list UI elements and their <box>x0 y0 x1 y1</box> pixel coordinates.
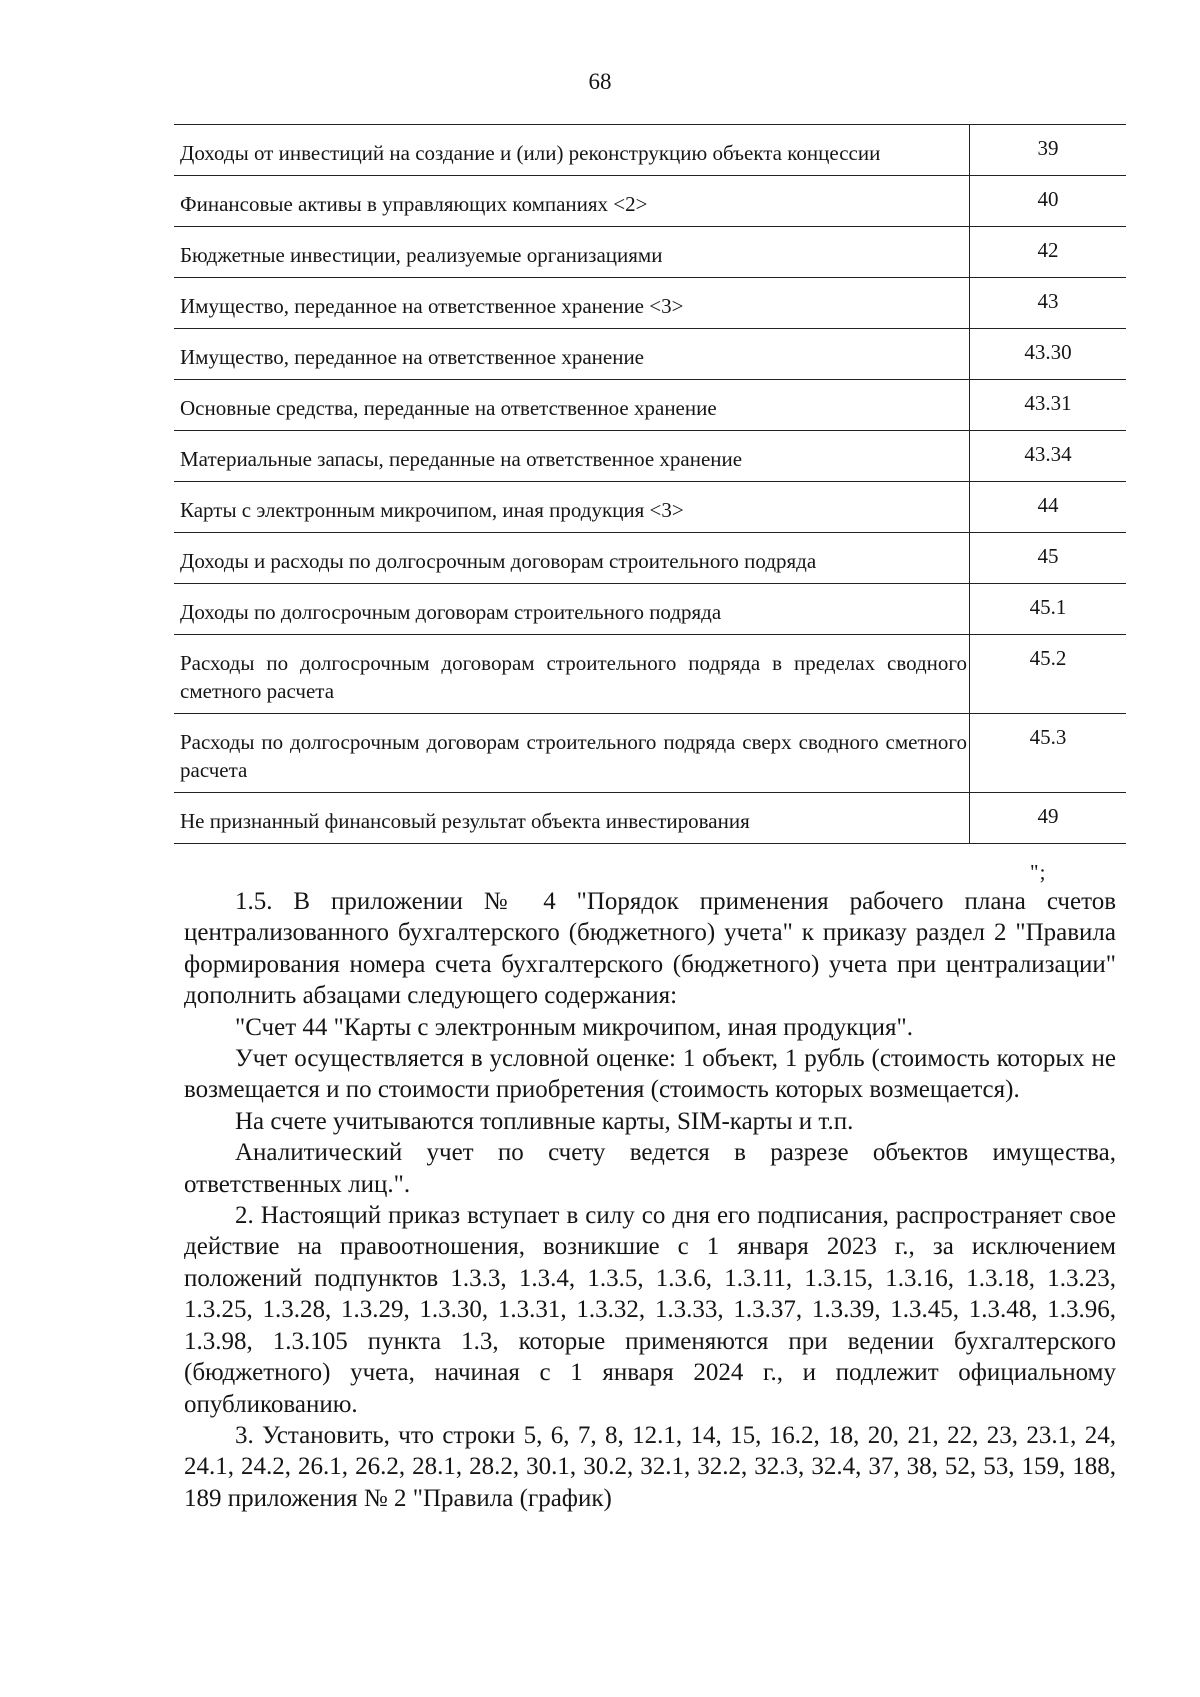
account-name-cell: Финансовые активы в управляющих компаниях <2> <box>174 176 970 226</box>
table-row <box>174 227 1126 278</box>
account-code-cell: 39 <box>1037 136 1059 160</box>
accounts-table <box>174 124 1126 844</box>
paragraph-account-44-title: "Счет 44 "Карты с электронным микрочипом, иная продукция". <box>235 1013 914 1041</box>
account-code-cell: 42 <box>1037 238 1059 262</box>
table-row <box>174 714 1126 793</box>
account-code-cell: 43.31 <box>1024 391 1072 415</box>
account-name-cell: Расходы по долгосрочным договорам строительного подряда сверх сводного сметного расчета <box>174 714 970 792</box>
paragraph-analytics: Аналитический учет по счету ведется в разрезе объектов имущества, ответственных лиц.". <box>184 1139 1116 1198</box>
account-code-cell: 49 <box>1037 804 1059 828</box>
account-name-cell: Имущество, переданное на ответственное хранение <3> <box>174 278 970 328</box>
account-code-cell: 45 <box>1037 544 1059 568</box>
table-row <box>174 329 1126 380</box>
paragraph-1-5: 1.5. В приложении № 4 "Порядок применения рабочего плана счетов централизованного бухгалтерского (бюджетного) учета" к приказу раздел 2 "Правила формирования номера счета бухгалтерского (бюджетного) учета при централизации" дополнить абзацами следующего содержания: <box>184 888 1116 1010</box>
table-row <box>174 125 1126 176</box>
table-row <box>174 380 1126 431</box>
paragraph-3-rows: 3. Установить, что строки 5, 6, 7, 8, 12.1, 14, 15, 16.2, 18, 20, 21, 22, 23, 23.1, 24, 24.1, 24.2, 26.1, 26.2, 28.1, 28.2, 30.1, 30.2, 32.1, 32.2, 32.3, 32.4, 37, 38, 52, 53, 159, 188, 189 приложения № 2 "Правила (график) <box>184 1421 1116 1512</box>
table-row <box>174 482 1126 533</box>
table-row <box>174 533 1126 584</box>
account-name-cell: Доходы от инвестиций на создание и (или) реконструкцию объекта концессии <box>174 125 970 175</box>
page-number: 68 <box>588 69 612 94</box>
account-name-cell: Доходы и расходы по долгосрочным договорам строительного подряда <box>174 533 970 583</box>
table-row <box>174 635 1126 714</box>
table-row <box>174 431 1126 482</box>
table-row <box>174 793 1126 844</box>
account-name-cell: Материальные запасы, переданные на ответственное хранение <box>174 431 970 481</box>
account-code-cell: 44 <box>1037 493 1059 517</box>
account-code-cell: 43 <box>1037 289 1059 313</box>
account-name-cell: Имущество, переданное на ответственное хранение <box>174 329 970 379</box>
paragraph-fuel-cards: На счете учитываются топливные карты, SIM-карты и т.п. <box>235 1107 854 1135</box>
closing-quote-mark: "; <box>1030 860 1047 884</box>
table-row <box>174 176 1126 227</box>
account-code-cell: 43.30 <box>1024 340 1072 364</box>
order-body-text <box>184 886 1116 1514</box>
account-name-cell: Не признанный финансовый результат объекта инвестирования <box>174 793 970 843</box>
table-row <box>174 584 1126 635</box>
account-code-cell: 45.3 <box>1029 725 1067 749</box>
paragraph-valuation: Учет осуществляется в условной оценке: 1 объект, 1 рубль (стоимость которых не возмещается и по стоимости приобретения (стоимость которых возмещается). <box>184 1045 1116 1104</box>
paragraph-2-effective-date: 2. Настоящий приказ вступает в силу со дня его подписания, распространяет свое действие на правоотношения, возникшие с 1 января 2023 г., за исключением положений подпунктов 1.3.3, 1.3.4, 1.3.5, 1.3.6, 1.3.11, 1.3.15, 1.3.16, 1.3.18, 1.3.23, 1.3.25, 1.3.28, 1.3.29, 1.3.30, 1.3.31, 1.3.32, 1.3.33, 1.3.37, 1.3.39, 1.3.45, 1.3.48, 1.3.96, 1.3.98, 1.3.105 пункта 1.3, которые применяются при ведении бухгалтерского (бюджетного) учета, начиная с 1 января 2024 г., и подлежит официальному опубликованию. <box>184 1202 1116 1418</box>
account-code-cell: 45.1 <box>1029 595 1067 619</box>
account-name-cell: Доходы по долгосрочным договорам строительного подряда <box>174 584 970 634</box>
account-code-cell: 45.2 <box>1029 646 1067 670</box>
account-name-cell: Карты с электронным микрочипом, иная продукция <3> <box>174 482 970 532</box>
account-name-cell: Бюджетные инвестиции, реализуемые организациями <box>174 227 970 277</box>
account-name-cell: Расходы по долгосрочным договорам строительного подряда в пределах сводного сметного расчета <box>174 635 970 713</box>
account-name-cell: Основные средства, переданные на ответственное хранение <box>174 380 970 430</box>
table-row <box>174 278 1126 329</box>
account-code-cell: 43.34 <box>1024 442 1072 466</box>
account-code-cell: 40 <box>1037 187 1059 211</box>
